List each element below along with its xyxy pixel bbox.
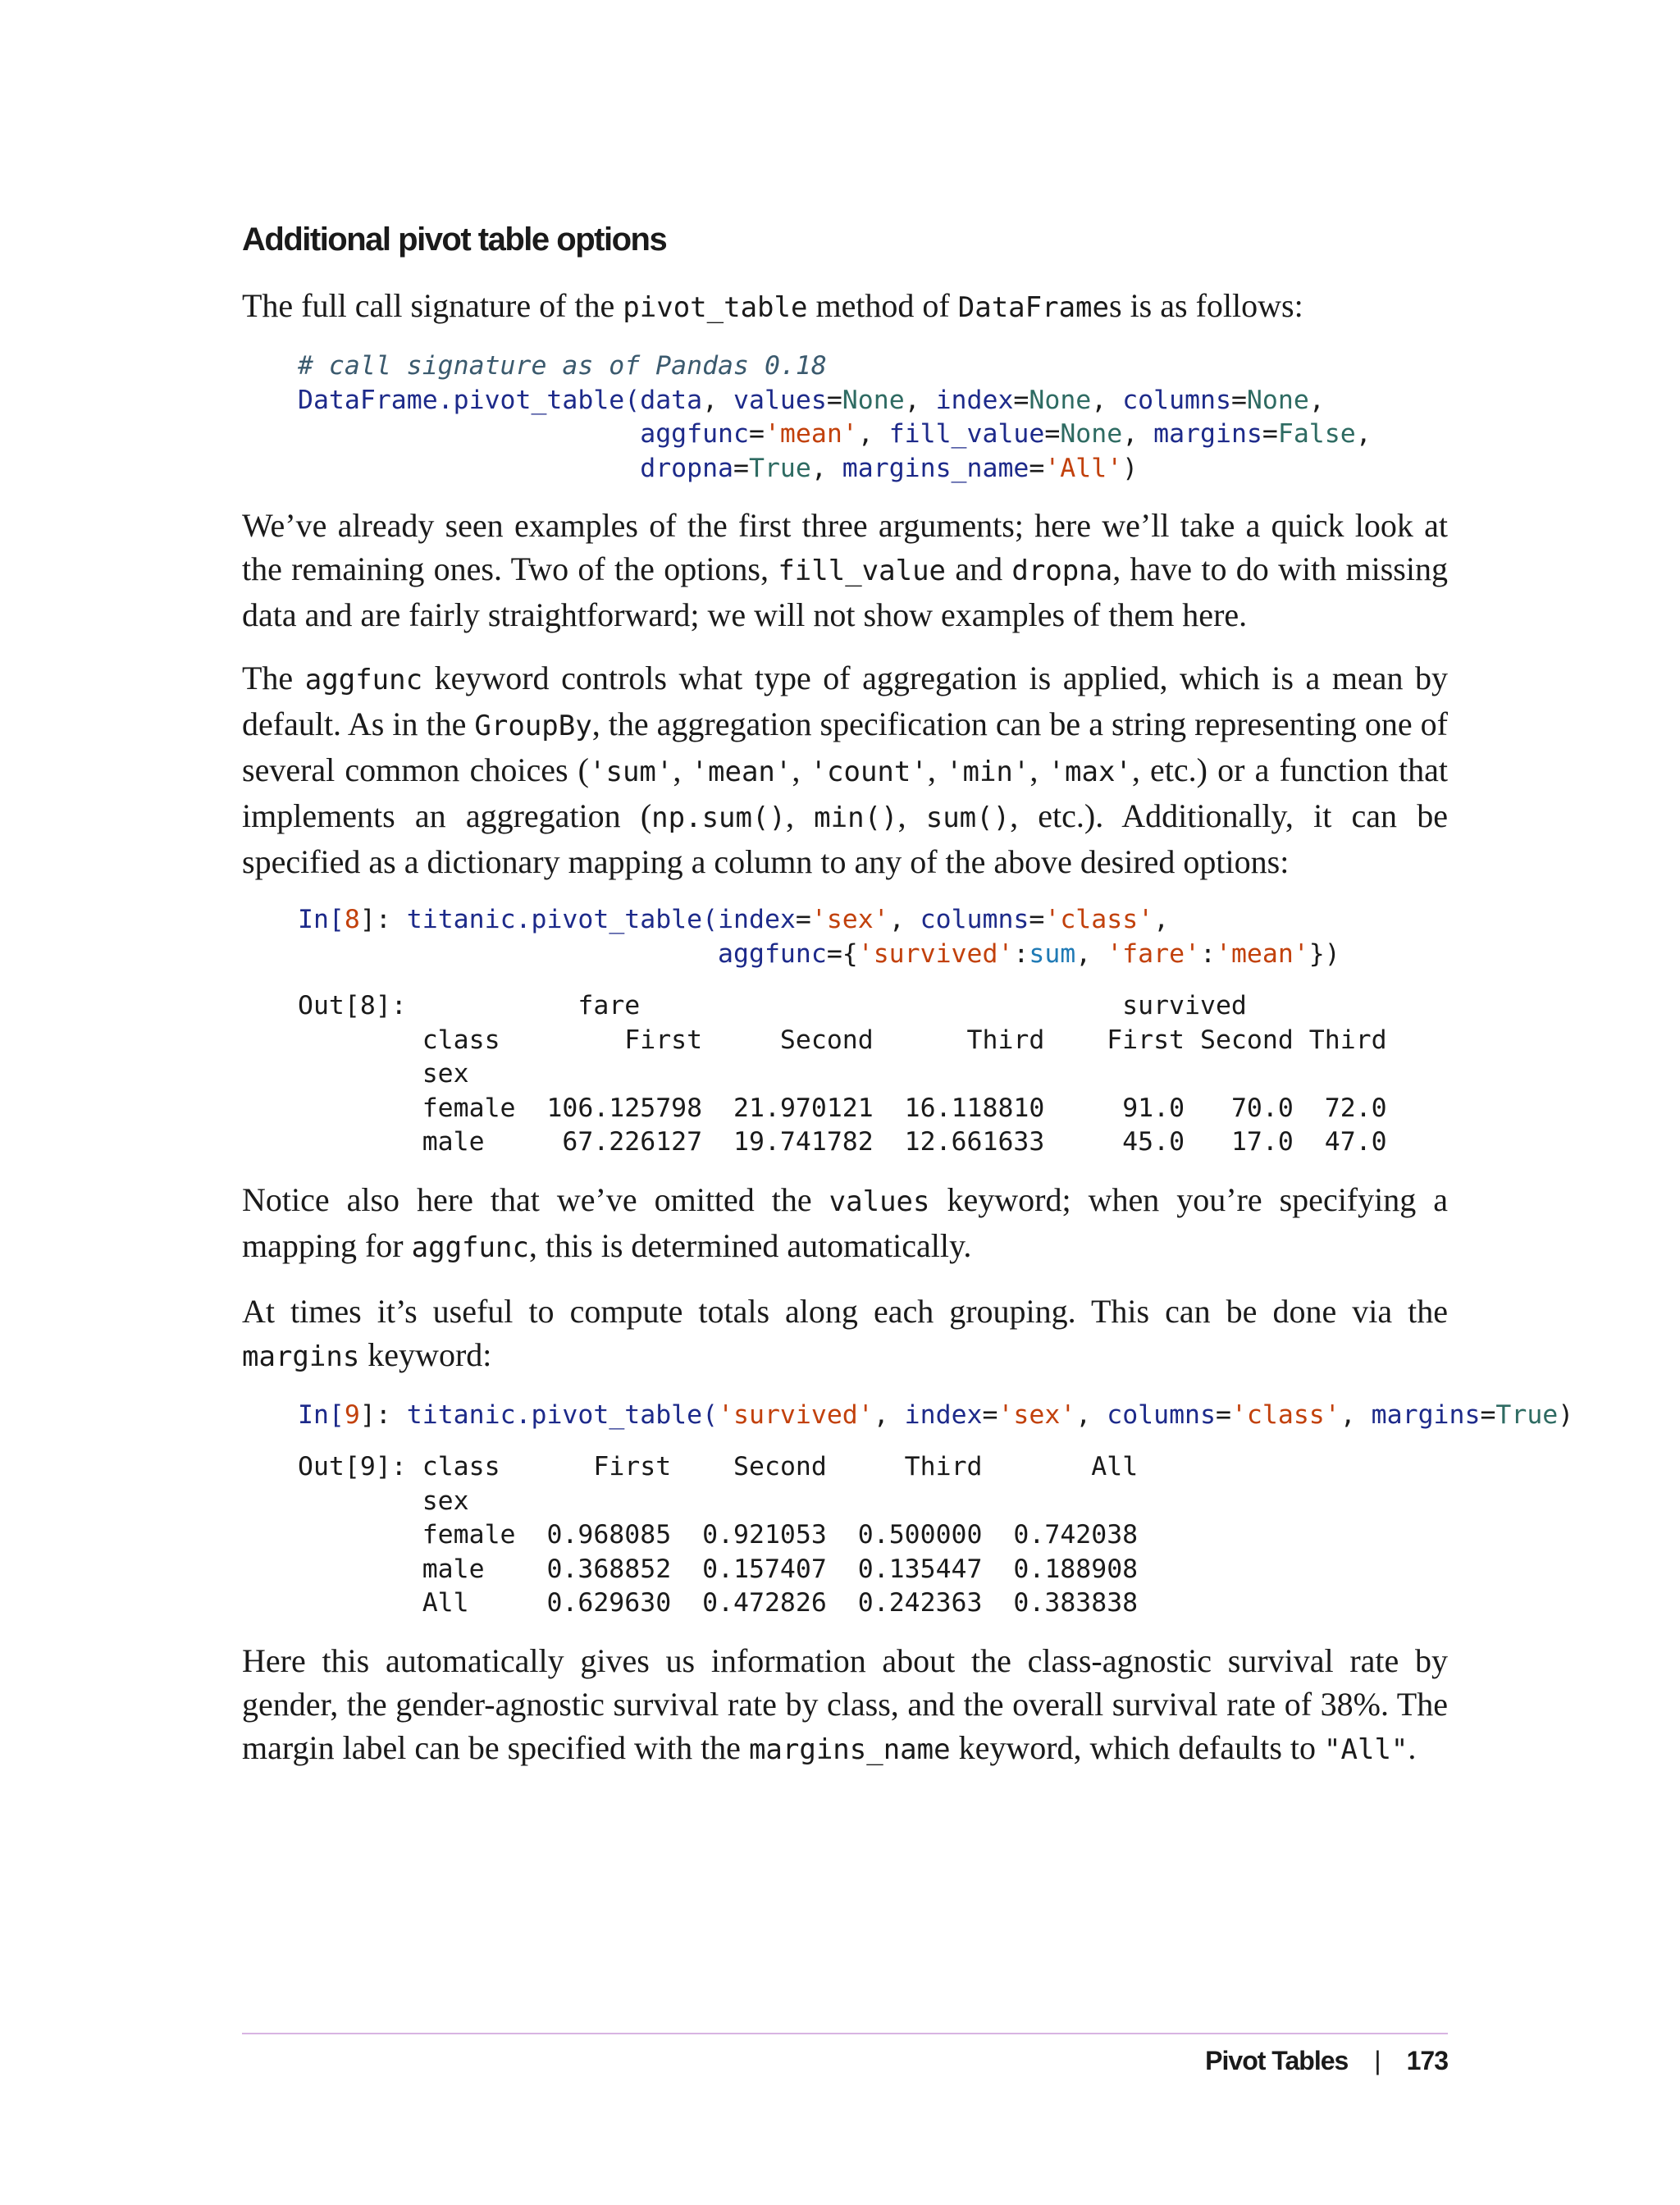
paragraph-omitted-values: Notice also here that we’ve omitted the values keyword; when you’re specifying a mapping for aggfunc, this is determined automatically. [242,1180,1448,1264]
code-block-in9: In[9]: titanic.pivot_table('survived', index='sex', columns='class', margins=True) [298,1399,1574,1430]
code-output-out8: Out[8]: fare survived class First Second Third First Second Third sex female 106.125798 21.970121 16.118810 91.0 70.0 72.0 male 67.226127 19.741782 12.661633 45.0 17.0 47.0 [298,991,1387,1157]
page-number: 173 [1406,2046,1448,2075]
footer-divider [242,2033,1448,2034]
code-output-out9: Out[9]: class First Second Third All sex female 0.968085 0.921053 0.500000 0.742038 male 0.368852 0.157407 0.135447 0.188908 All 0.629630 0.472826 0.242363 0.383838 [298,1452,1139,1618]
paragraph-margin-label: Here this automatically gives us information about the class-agnostic survival rate by gender, the gender-agnostic survival rate by class, and the overall survival rate of 38%. The margin label can be specified with the margins_name keyword, which defaults to "All". [242,1641,1448,1766]
inline-code: fill_value [778,555,947,587]
inline-code: DataFrame [957,291,1109,324]
paragraph-aggfunc: The aggfunc keyword controls what type of aggregation is applied, which is a mean by default. As in the GroupBy, the aggregation specification can be a string representing one of several common choices ('sum', 'mean', 'count', 'min', 'max', etc.) or a function that implements an aggregation (np.sum(), min(), sum(), etc.). Additionally, it can be specified as a dictionary mapping a column to any of the above desired options: [242,660,1449,880]
page-footer [242,2043,1448,2079]
paragraph-remaining-arguments: We’ve already seen examples of the first three arguments; here we’ll take a quick look at the remaining ones. Two of the options, fill_value and dropna, have to do with missing data and are fairly straightforward; we will not show examples of them here. [242,507,1448,633]
inline-code: dropna [1011,555,1113,587]
code-block-in8: In[8]: titanic.pivot_table(index='sex', columns='class', aggfunc={'survived':sum, 'fare':'mean'}) [298,905,1340,969]
section-heading: Additional pivot table options [242,221,667,258]
page-content [242,215,1574,1792]
code-block-call-signature: # call signature as of Pandas 0.18 DataFrame.pivot_table(data, values=None, index=None, columns=None, aggfunc='mean', fill_value=None, margins=False, dropna=True, margins_name='All') [298,351,1372,483]
running-section-title: Pivot Tables [1205,2046,1349,2075]
paragraph-call-signature-intro: The full call signature of the pivot_table method of DataFrames is as follows: [242,287,1303,324]
paragraph-margins: At times it’s useful to compute totals along each grouping. This can be done via the margins keyword: [242,1292,1448,1373]
footer-separator: | [1374,2046,1381,2075]
inline-code: pivot_table [623,291,808,324]
